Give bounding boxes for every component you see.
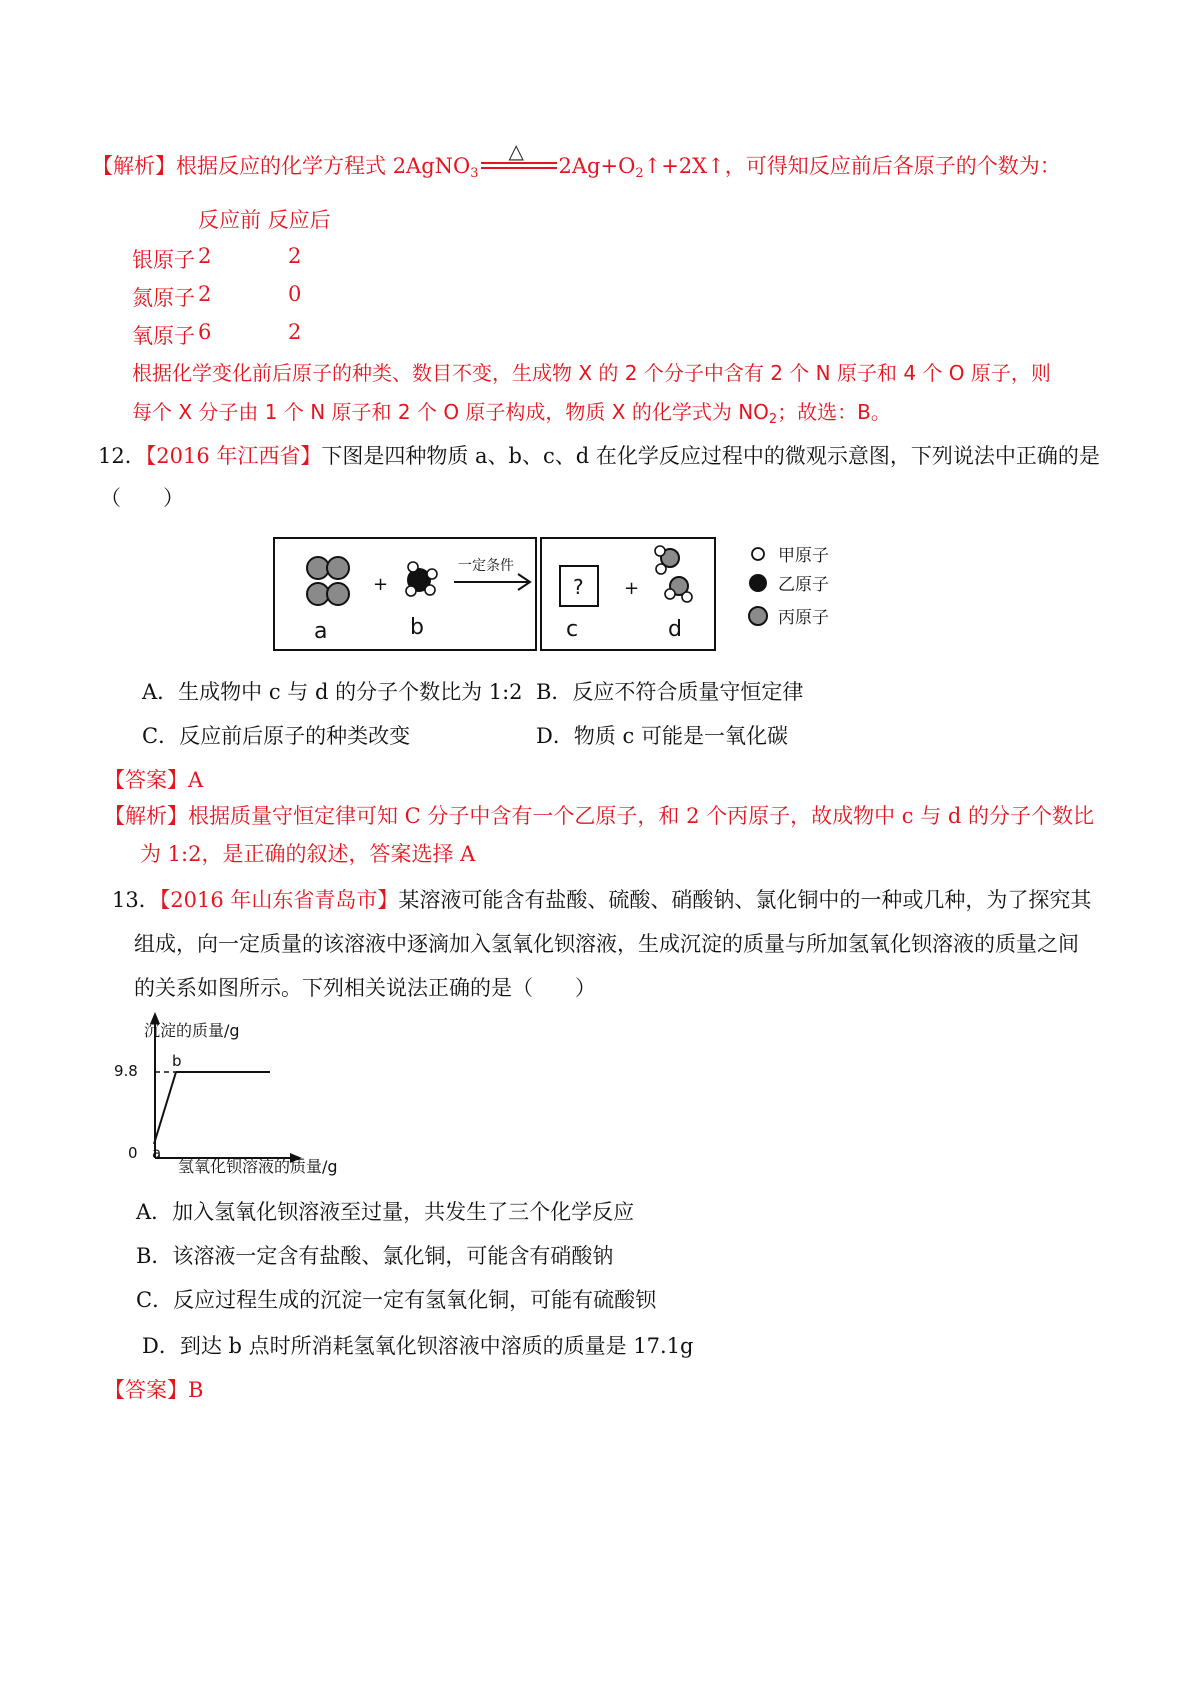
analysis-conclusion-line-2: 每个 X 分子由 1 个 N 原子和 2 个 O 原子构成，物质 X 的化学式为 $NO_2$；故选：B。 [132, 400, 891, 427]
analysis-tag: 【解析】 [104, 804, 188, 828]
reaction-diagram [270, 532, 870, 662]
precipitate-chart [110, 1008, 370, 1178]
question-number: 13． [112, 888, 160, 912]
origin-label: 0 [128, 1144, 138, 1162]
legend-atom-jia: 甲原子 [778, 546, 829, 566]
question-text-line-2: 组成，向一定质量的该溶液中逐滴加入氢氧化钡溶液，生成沉淀的质量与所加氢氧化钡溶液的质量之间 [134, 932, 1079, 956]
label-b: b [410, 615, 424, 640]
label-d: d [668, 617, 682, 642]
analysis-line-2: 为 1:2，是正确的叙述，答案选择 A [140, 842, 476, 866]
option-c: C．反应前后原子的种类改变 [142, 724, 411, 748]
question-number: 12． [98, 444, 146, 468]
question-text-line-3: 的关系如图所示。下列相关说法正确的是（ ） [134, 976, 596, 1000]
atom-row-after: 0 [288, 282, 302, 306]
plus-sign: + [624, 578, 640, 599]
atom-row-before: 2 [198, 282, 212, 306]
y-axis-label: 沉淀的质量/g [144, 1021, 240, 1040]
heat-condition-sign: △ [481, 153, 557, 175]
answer-line [104, 1374, 203, 1404]
atom-row-after: 2 [288, 244, 302, 268]
point-label-b: b [172, 1052, 182, 1070]
analysis-tag: 【解析】 [92, 154, 176, 178]
point-label-a: a [152, 1144, 162, 1162]
question-12-stem [98, 440, 1100, 470]
answer-value: A [188, 768, 204, 792]
arrow-label: 一定条件 [458, 558, 514, 574]
answer-tag: 【答案】 [104, 768, 188, 792]
atom-row-label: 氮原子 [132, 286, 195, 310]
option-a: A．加入氢氧化钡溶液至过量，共发生了三个化学反应 [136, 1200, 635, 1224]
data-line-rise [154, 1072, 176, 1144]
option-d: D．物质 c 可能是一氧化碳 [536, 724, 788, 748]
question-source: 【2016 年江西省】 [145, 444, 322, 468]
answer-paren: （ ） [100, 486, 184, 510]
atom-row-label: 氧原子 [132, 324, 195, 348]
option-a: A．生成物中 c 与 d 的分子个数比为 1:2 [142, 680, 523, 704]
label-c: c [566, 617, 579, 642]
chemical-equation: 2AgNO$_3$ △ $2Ag+O_2↑+2X↑$，可得知反应前后各原子的个数为： [392, 139, 1061, 181]
atom-row-label: 银原子 [132, 248, 195, 272]
question-source: 【2016 年山东省青岛市】 [159, 888, 399, 912]
question-text: 某溶液可能含有盐酸、硫酸、硝酸钠、氯化铜中的一种或几种，为了探究其 [398, 888, 1092, 912]
legend-atom-yi: 乙原子 [778, 575, 829, 595]
atom-table-header: 反应前 反应后 [198, 208, 331, 232]
question-13-stem [112, 884, 1091, 914]
legend-atom-bing: 丙原子 [778, 608, 829, 628]
unknown-molecule: ? [573, 575, 584, 599]
answer-value: B [188, 1378, 204, 1402]
analysis-equation-line [92, 139, 1061, 181]
y-tick-label: 9.8 [114, 1062, 138, 1080]
atom-row-before: 2 [198, 244, 212, 268]
answer-line [104, 764, 203, 794]
analysis-line-1: 【解析】根据质量守恒定律可知 C 分子中含有一个乙原子，和 2 个丙原子，故成物中 c 与 d 的分子个数比 [104, 804, 1095, 828]
option-b: B．该溶液一定含有盐酸、氯化铜，可能含有硝酸钠 [136, 1244, 614, 1268]
analysis-conclusion-line-1: 根据化学变化前后原子的种类、数目不变，生成物 X 的 2 个分子中含有 2 个 N 原子和 4 个 O 原子，则 [132, 361, 1051, 385]
analysis-lead: 根据反应的化学方程式 [176, 154, 386, 178]
question-text: 下图是四种物质 a、b、c、d 在化学反应过程中的微观示意图，下列说法中正确的是 [321, 444, 1100, 468]
atom-row-after: 2 [288, 320, 302, 344]
label-a: a [314, 619, 328, 644]
x-axis-label: 氢氧化钡溶液的质量/g [178, 1157, 338, 1176]
option-b: B．反应不符合质量守恒定律 [536, 680, 804, 704]
option-d: D．到达 b 点时所消耗氢氧化钡溶液中溶质的质量是 17.1g [142, 1334, 694, 1358]
answer-tag: 【答案】 [104, 1378, 188, 1402]
plus-sign: + [373, 574, 389, 595]
option-c: C．反应过程生成的沉淀一定有氢氧化铜，可能有硫酸钡 [136, 1288, 657, 1312]
atom-row-before: 6 [198, 320, 212, 344]
